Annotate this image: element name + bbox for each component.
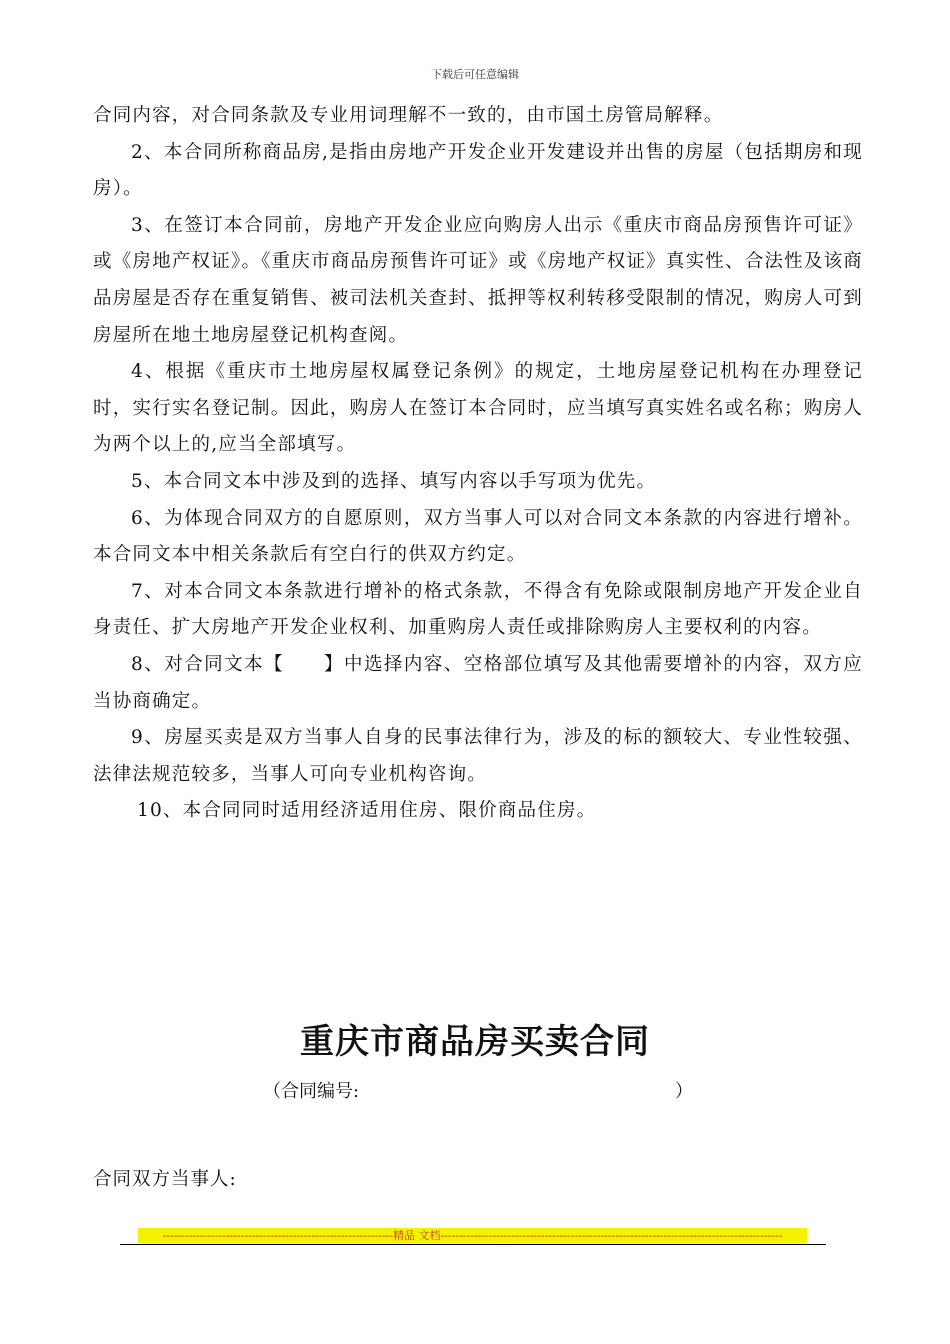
contract-number-close: ） [675, 1081, 693, 1102]
footer-rule [120, 1244, 826, 1245]
footer-watermark-bar [138, 1228, 807, 1243]
paragraph-item-3: 3、在签订本合同前，房地产开发企业应向购房人出示《重庆市商品房预售许可证》或《房地产权证》。《重庆市商品房预售许可证》或《房地产权证》真实性、合法性及该商品房屋是否存在重复销售、被司法机关查封、抵押等权利转移受限制的情况，购房人可到房屋所在地土地房屋登记机构查阅。 [93, 214, 863, 346]
contract-number-label: （合同编号: [263, 1081, 360, 1102]
paragraph-item-10: 10、本合同同时适用经济适用住房、限价商品住房。 [137, 800, 597, 822]
footer-dashes-right: -------------------------------------------------------------------------------------------- [440, 1229, 783, 1242]
contract-title: 重庆市商品房买卖合同 [300, 1022, 650, 1062]
parties-label: 合同双方当事人: [93, 1169, 237, 1190]
paragraph-item-9: 9、房屋买卖是双方当事人自身的民事法律行为，涉及的标的额较大、专业性较强、法律法规范较多，当事人可向专业机构咨询。 [93, 727, 863, 785]
paragraph-item-4: 4、根据《重庆市土地房屋权属登记条例》的规定，土地房屋登记机构在办理登记时，实行实名登记制。因此，购房人在签订本合同时，应当填写真实姓名或名称；购房人为两个以上的,应当全部填写。 [93, 361, 863, 456]
paragraph-item-6: 6、为体现合同双方的自愿原则，双方当事人可以对合同文本条款的内容进行增补。本合同文本中相关条款后有空白行的供双方约定。 [93, 507, 863, 566]
footer-dashes-left: -------------------------------------------------------------- [162, 1229, 393, 1242]
paragraph-item-8: 8、对合同文本【 】中选择内容、空格部位填写及其他需要增补的内容，双方应当协商确定。 [93, 653, 863, 712]
paragraph-item-2: 2、本合同所称商品房,是指由房地产开发企业开发建设并出售的房屋（包括期房和现房）。 [93, 141, 863, 200]
footer-text: 精品 文档 [393, 1229, 441, 1242]
paragraph-item-5: 5、本合同文本中涉及到的选择、填写内容以手写项为优先。 [131, 470, 657, 492]
paragraph-item-7: 7、对本合同文本条款进行增补的格式条款，不得含有免除或限制房地产开发企业自身责任、扩大房地产开发企业权利、加重购房人责任或排除购房人主要权利的内容。 [93, 580, 863, 639]
header-note: 下载后可任意编辑 [431, 68, 519, 81]
paragraph-continued: 合同内容，对合同条款及专业用词理解不一致的，由市国土房管局解释。 [93, 105, 724, 126]
instructions-body [93, 98, 863, 830]
